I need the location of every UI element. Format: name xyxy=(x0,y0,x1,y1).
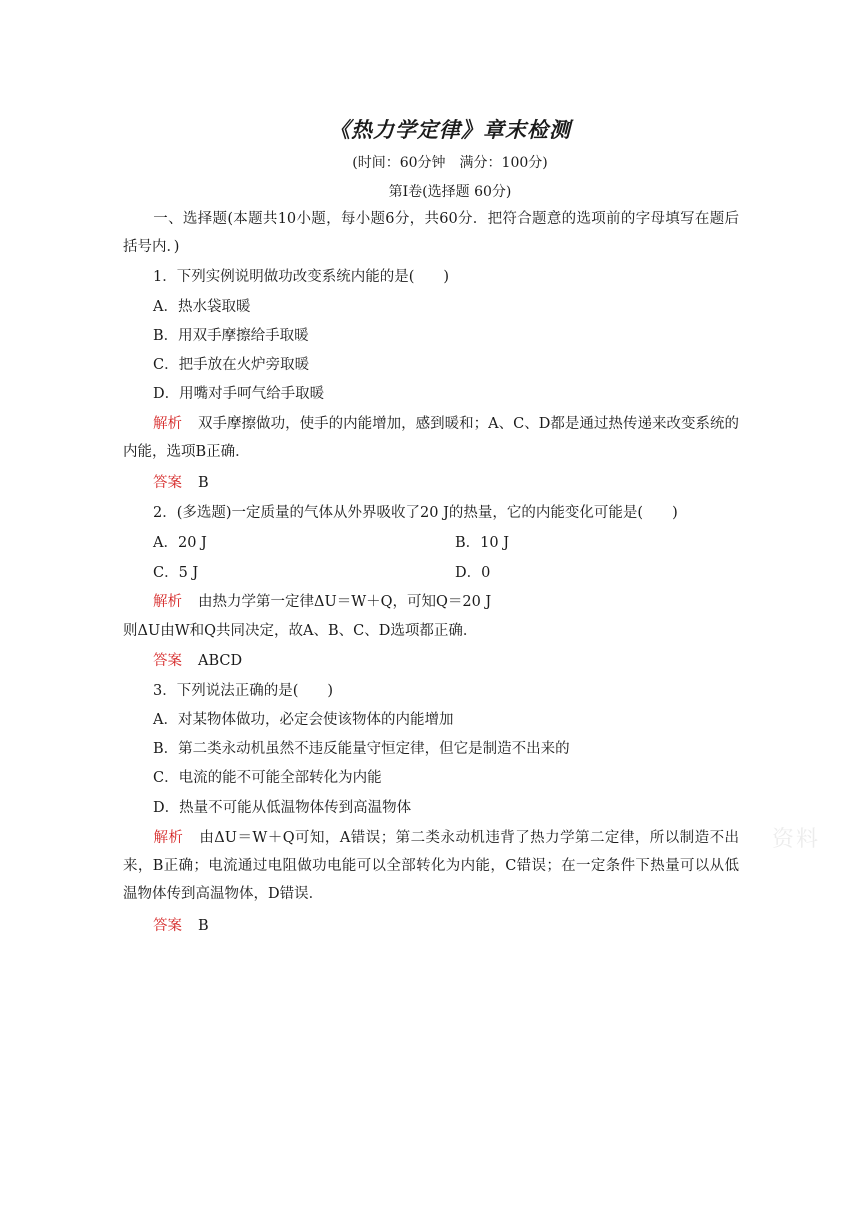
question-2-option-c: C．5 J xyxy=(153,565,199,581)
question-1-option-b: B．用双手摩擦给手取暖 xyxy=(153,328,309,344)
question-2-analysis: 解析 由热力学第一定律ΔU＝W＋Q，可知Q＝20 J xyxy=(153,594,492,610)
question-1-answer: 答案 B xyxy=(153,475,209,491)
question-1-option-c: C．把手放在火炉旁取暖 xyxy=(153,357,310,373)
question-2-stem: 2．(多选题)一定质量的气体从外界吸收了20 J的热量，它的内能变化可能是( ) xyxy=(153,505,678,521)
question-2-answer: 答案 ABCD xyxy=(153,653,243,669)
analysis-label: 解析 xyxy=(153,830,184,846)
question-2-option-d: D．0 xyxy=(455,565,491,581)
question-3-option-a: A．对某物体做功，必定会使该物体的内能增加 xyxy=(153,712,454,728)
exam-info: (时间：60分钟 满分：100分) xyxy=(352,155,548,171)
question-1-option-d: D．用嘴对手呵气给手取暖 xyxy=(153,386,325,402)
question-3-stem: 3．下列说法正确的是( ) xyxy=(153,683,334,699)
question-3-option-d: D．热量不可能从低温物体传到高温物体 xyxy=(153,800,412,816)
analysis-label: 解析 xyxy=(153,594,182,610)
question-3-option-c: C．电流的能不可能全部转化为内能 xyxy=(153,770,382,786)
watermark: 资料 xyxy=(771,827,820,852)
question-1-option-a: A．热水袋取暖 xyxy=(153,299,251,315)
question-3-option-b: B．第二类永动机虽然不违反能量守恒定律，但它是制造不出来的 xyxy=(153,741,570,757)
section-heading: 第Ⅰ卷(选择题 60分) xyxy=(388,184,512,200)
question-1-stem: 1．下列实例说明做功改变系统内能的是( ) xyxy=(153,269,450,285)
answer-label: 答案 xyxy=(153,653,182,669)
answer-label: 答案 xyxy=(153,475,182,491)
question-2-option-a: A．20 J xyxy=(153,535,207,551)
document-title: 《热力学定律》章末检测 xyxy=(329,117,571,142)
question-2-option-b: B．10 J xyxy=(455,535,510,551)
analysis-label: 解析 xyxy=(153,416,183,432)
question-2-analysis-continued: 则ΔU由W和Q共同决定，故A、B、C、D选项都正确． xyxy=(123,623,478,639)
answer-label: 答案 xyxy=(153,918,182,934)
question-3-answer: 答案 B xyxy=(153,918,209,934)
instructions: 一、选择题(本题共10小题，每小题6分，共60分．把符合题意的选项前的字母填写在题后括号内．) xyxy=(123,211,739,255)
question-1-analysis: 解析 双手摩擦做功，使手的内能增加，感到暖和；A、C、D都是通过热传递来改变系统的内能，选项B正确． xyxy=(123,416,739,460)
question-3-analysis: 解析 由ΔU＝W＋Q可知，A错误；第二类永动机违背了热力学第二定律，所以制造不出来，B正确；电流通过电阻做功电能可以全部转化为内能，C错误；在一定条件下热量可以从低温物体传到高温物体，D错误． xyxy=(123,830,740,902)
